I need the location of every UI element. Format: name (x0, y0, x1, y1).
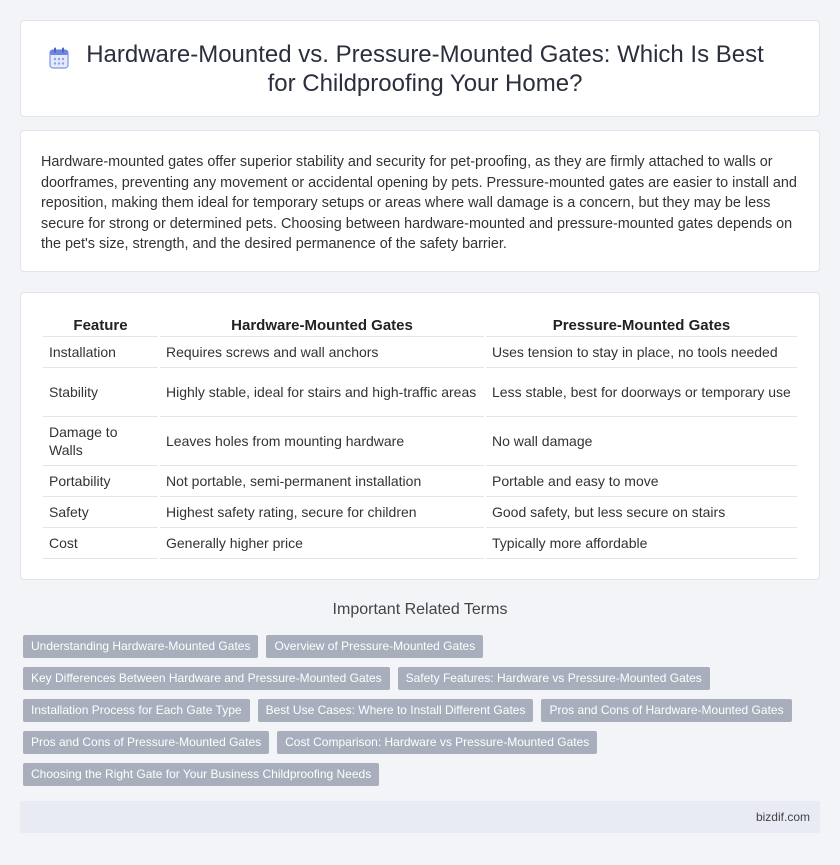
table-row (43, 337, 797, 368)
intro-paragraph: Hardware-mounted gates offer superior stability and security for pet-proofing, as they are firmly attached to walls or doorframes, preventing any movement or accidental opening by pets. Pressure-mounted gates are easier to install and reposition, making them ideal for temporary setups or areas where wall damage is a concern, but they may be less secure for strong or determined pets. Choosing between hardware-mounted and pressure-mounted gates depends on the pet's size, strength, and the desired permanence of the safety barrier. (41, 154, 797, 252)
related-term-tag[interactable]: Key Differences Between Hardware and Pressure-Mounted Gates (23, 667, 390, 690)
related-term-tag[interactable]: Installation Process for Each Gate Type (23, 699, 250, 722)
comparison-table (41, 315, 799, 559)
page-title: Hardware-Mounted vs. Pressure-Mounted Gates: Which Is Best for Childproofing Your Home? (86, 40, 764, 97)
related-term-tag[interactable]: Overview of Pressure-Mounted Gates (266, 635, 483, 658)
footer-bar (20, 801, 820, 833)
table-cell: No wall damage (486, 417, 797, 466)
footer-site-link[interactable]: bizdif.com (755, 810, 810, 824)
related-term-tag[interactable]: Cost Comparison: Hardware vs Pressure-Mounted Gates (277, 731, 597, 754)
table-cell: Damage to Walls (43, 417, 158, 466)
table-cell: Uses tension to stay in place, no tools needed (486, 337, 797, 368)
related-term-tag[interactable]: Best Use Cases: Where to Install Different Gates (258, 699, 534, 722)
table-cell: Safety (43, 497, 158, 528)
related-term-tag[interactable]: Safety Features: Hardware vs Pressure-Mounted Gates (398, 667, 710, 690)
table-cell: Portable and easy to move (486, 466, 797, 497)
table-cell: Typically more affordable (486, 528, 797, 559)
related-term-tag[interactable]: Understanding Hardware-Mounted Gates (23, 635, 258, 658)
title-card (20, 20, 820, 117)
table-header-row (43, 315, 797, 337)
table-cell: Generally higher price (160, 528, 484, 559)
header-hardware: Hardware-Mounted Gates (160, 315, 484, 337)
related-terms-title: Important Related Terms (332, 601, 508, 618)
table-row (43, 528, 797, 559)
header-feature: Feature (43, 315, 158, 337)
table-row (43, 417, 797, 466)
table-cell: Installation (43, 337, 158, 368)
table-row (43, 497, 797, 528)
table-cell: Highest safety rating, secure for children (160, 497, 484, 528)
table-cell: Portability (43, 466, 158, 497)
table-cell: Highly stable, ideal for stairs and high-traffic areas (160, 368, 484, 417)
related-term-tag[interactable]: Pros and Cons of Pressure-Mounted Gates (23, 731, 269, 754)
table-cell: Stability (43, 368, 158, 417)
table-cell: Less stable, best for doorways or temporary use (486, 368, 797, 417)
table-cell: Not portable, semi-permanent installation (160, 466, 484, 497)
related-terms-list (23, 635, 823, 795)
table-cell: Cost (43, 528, 158, 559)
related-term-tag[interactable]: Choosing the Right Gate for Your Business Childproofing Needs (23, 763, 379, 786)
table-cell: Requires screws and wall anchors (160, 337, 484, 368)
header-pressure: Pressure-Mounted Gates (486, 315, 797, 337)
table-cell: Leaves holes from mounting hardware (160, 417, 484, 466)
intro-card (20, 130, 820, 272)
table-row (43, 466, 797, 497)
comparison-card (20, 292, 820, 580)
related-term-tag[interactable]: Pros and Cons of Hardware-Mounted Gates (541, 699, 791, 722)
table-cell: Good safety, but less secure on stairs (486, 497, 797, 528)
table-row (43, 368, 797, 417)
